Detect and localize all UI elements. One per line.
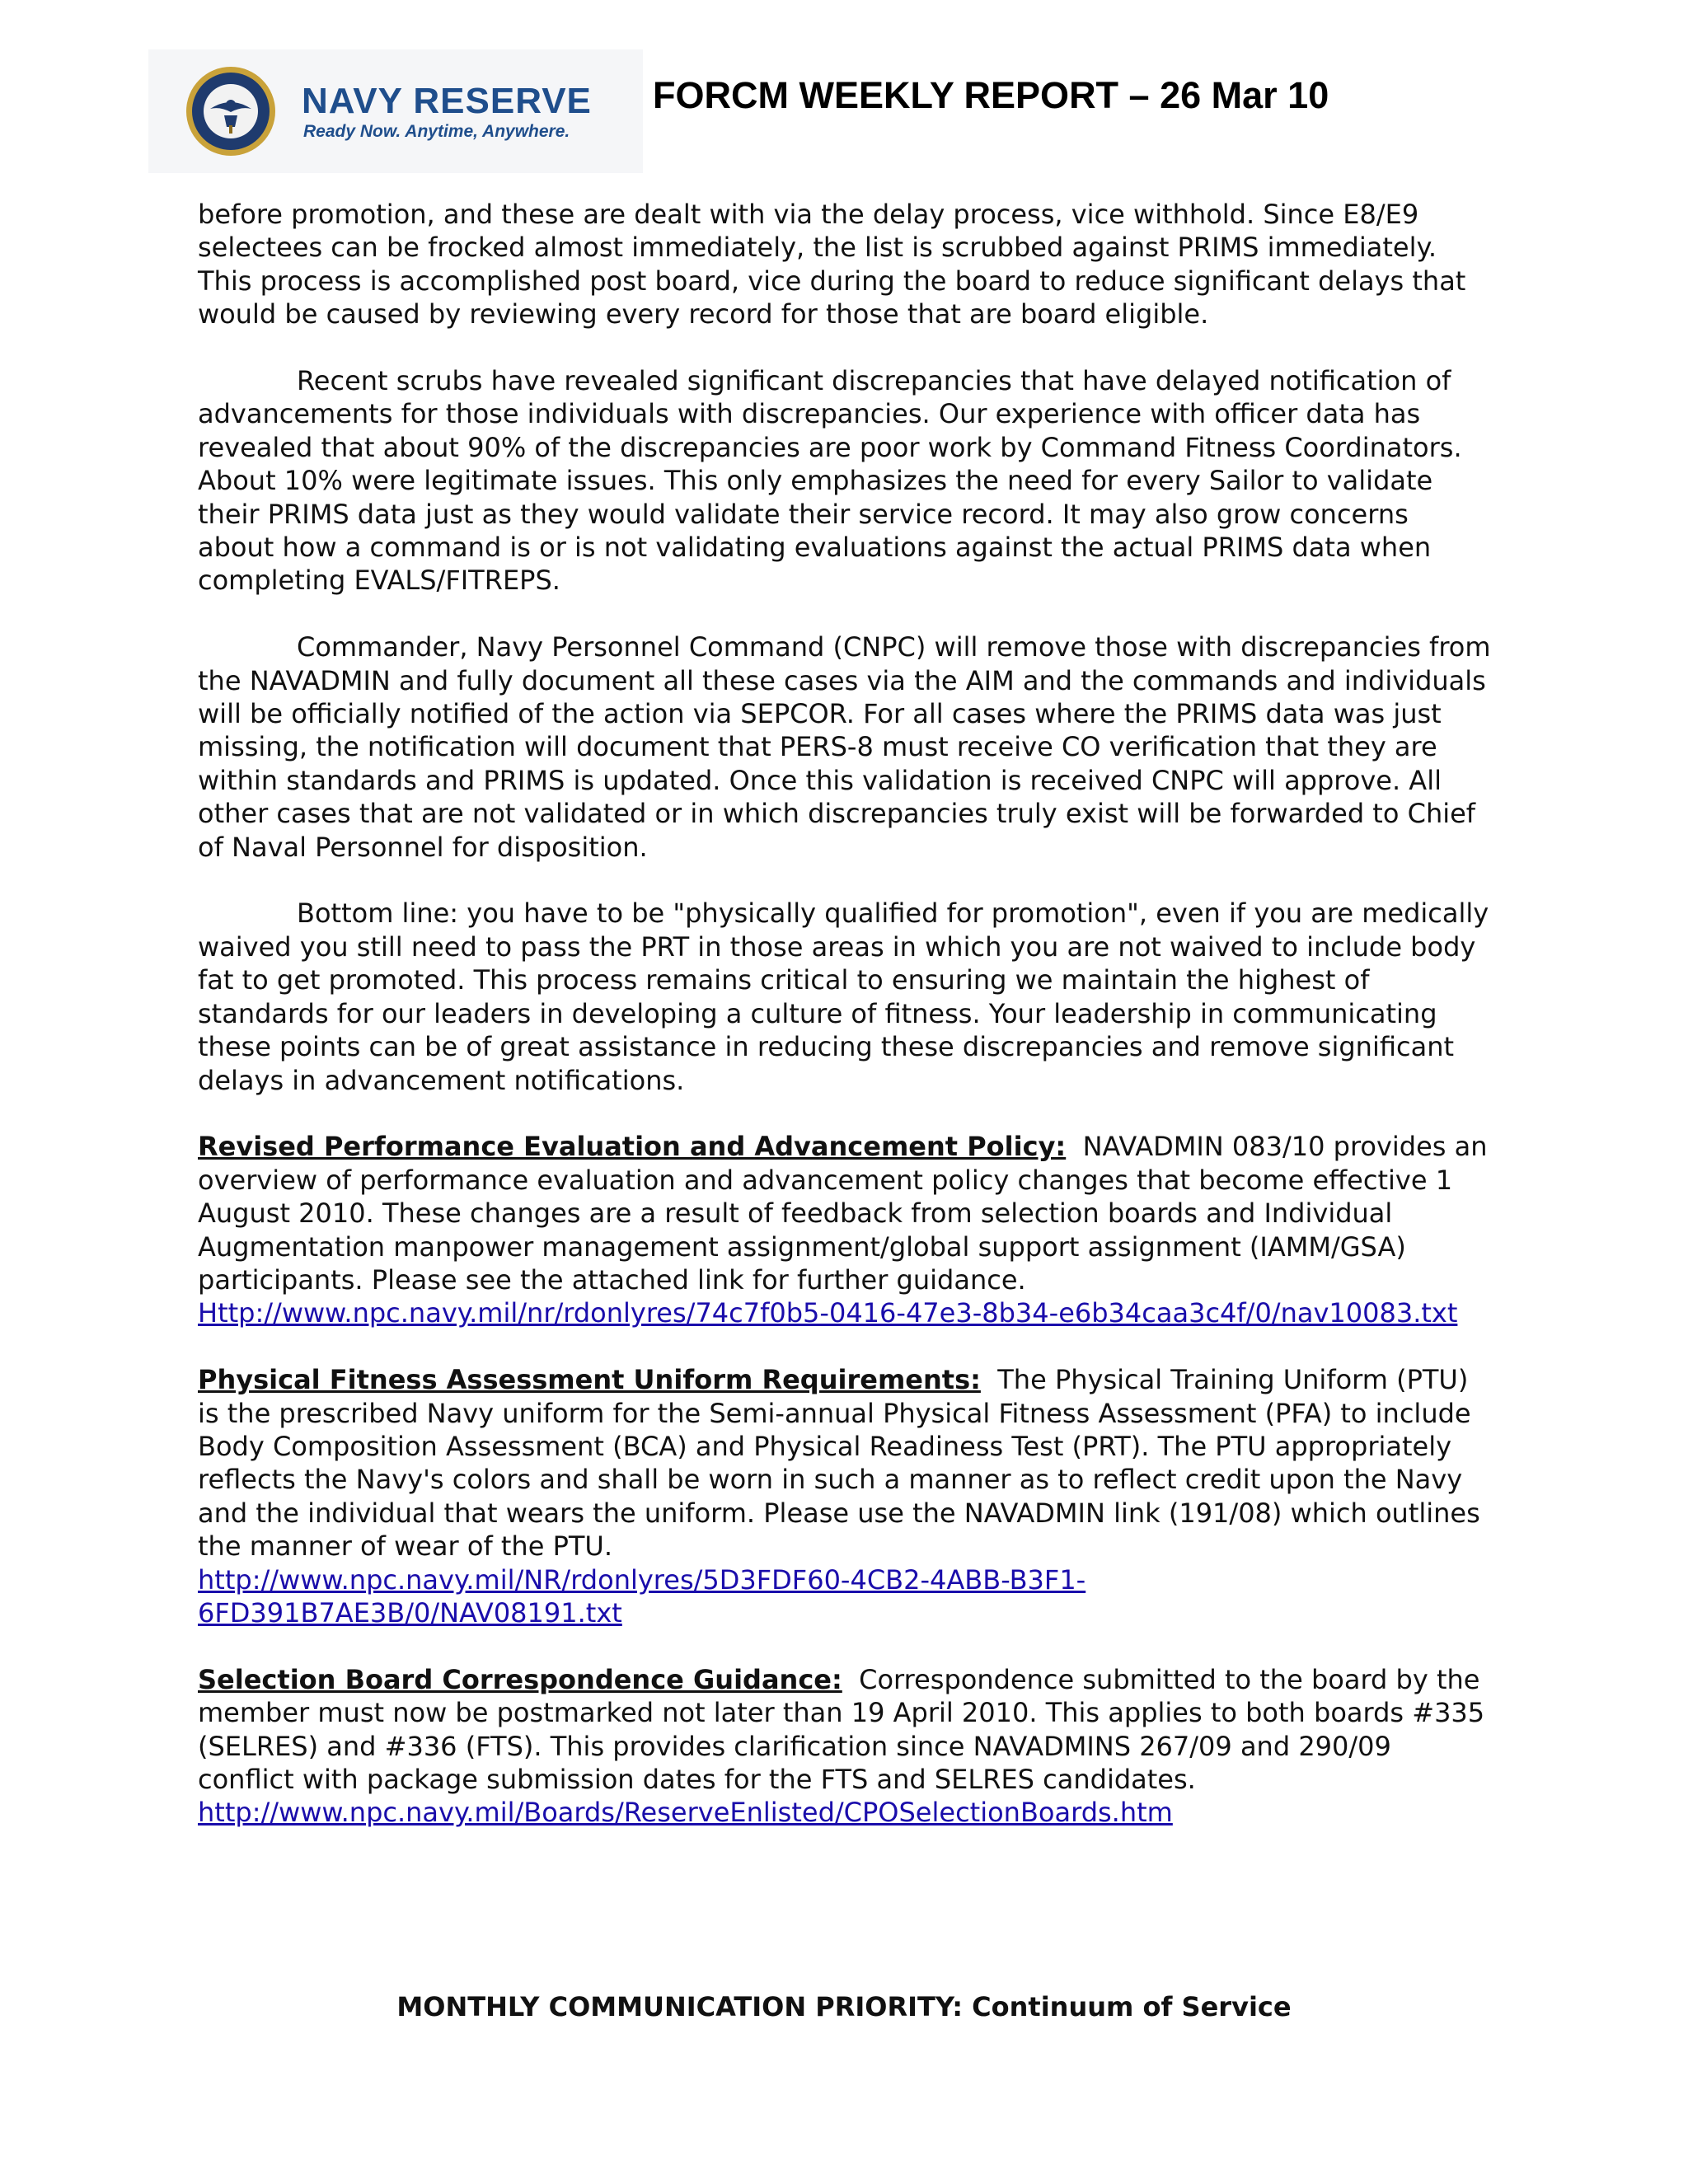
logo-tagline: Ready Now. Anytime, Anywhere. [303, 122, 570, 141]
navadmin-191-link[interactable]: http://www.npc.navy.mil/NR/rdonlyres/5D3FDF60-4CB2-4ABB-B3F1-6FD391B7AE3B/0/NAV08191.txt [198, 1563, 1086, 1629]
body-paragraph-3: Commander, Navy Personnel Command (CNPC) will remove those with discrepancies from the NAVADMIN and fully document all these cases via the AIM and the commands and individuals will be officially notified of the action via SEPCOR. For all cases where the PRIMS data was just missing, the notification will document that PERS-8 must receive CO verification that they are within standards and PRIMS is updated. Once this validation is received CNPC will approve. All other cases that are not validated or in which discrepancies truly exist will be forwarded to Chief of Naval Personnel for disposition. [198, 631, 1491, 863]
navy-reserve-logo [148, 49, 643, 173]
report-title: FORCM WEEKLY REPORT – 26 Mar 10 [653, 74, 1329, 116]
logo-title: NAVY RESERVE [302, 81, 592, 121]
report-body [198, 198, 1492, 1863]
body-paragraph-2: Recent scrubs have revealed significant discrepancies that have delayed notification of advancements for those individuals with discrepancies. Our experience with officer data has revealed that about 90% of the discrepancies are poor work by Command Fitness Coordinators. About 10% were legitimate issues. This only emphasizes the need for every Sailor to validate their PRIMS data just as they would validate their service record. It may also grow concerns about how a command is or is not validating evaluations against the actual PRIMS data when completing EVALS/FITREPS. [198, 365, 1462, 597]
monthly-priority-footer: MONTHLY COMMUNICATION PRIORITY: Continuum of Service [396, 1991, 1292, 2022]
body-paragraph-4: Bottom line: you have to be "physically qualified for promotion", even if you are medically waived you still need to pass the PRT in those areas in which you are not waived to include body fat to get promoted. This process remains critical to ensuring we maintain the highest of standards for our leaders in developing a culture of fitness. Your leadership in communicating these points can be of great assistance in reducing these discrepancies and remove significant delays in advancement notifications. [198, 898, 1489, 1096]
page-header [148, 49, 1550, 173]
section-pfa-uniform [198, 1363, 1492, 1629]
navadmin-083-link[interactable]: Http://www.npc.navy.mil/nr/rdonlyres/74c7f0b5-0416-47e3-8b34-e6b34caa3c4f/0/nav10083.txt [198, 1297, 1458, 1329]
section-selection-board [198, 1663, 1492, 1830]
section-text: The Physical Training Uniform (PTU) is the prescribed Navy uniform for the Semi-annual Physical Fitness Assessment (PFA) to include Body Composition Assessment (BCA) and Physical Readiness Test (PRT). The PTU appropriately reflects the Navy's colors and shall be worn in such a manner as to reflect credit upon the Navy and the individual that wears the uniform. Please use the NAVADMIN link (191/08) which outlines the manner of wear of the PTU. [198, 1364, 1480, 1563]
section-heading: Revised Performance Evaluation and Advancement Policy: [198, 1131, 1067, 1163]
body-paragraph-1: before promotion, and these are dealt with via the delay process, vice withhold. Since E8/E9 selectees can be frocked almost immediately, the list is scrubbed against PRIMS immediately. This process is accomplished post board, vice during the board to reduce significant delays that would be caused by reviewing every record for those that are board eligible. [198, 199, 1466, 330]
navy-seal-icon [185, 66, 276, 157]
section-heading: Physical Fitness Assessment Uniform Requirements: [198, 1364, 981, 1396]
section-performance-evaluation [198, 1130, 1492, 1329]
section-text: NAVADMIN 083/10 provides an overview of performance evaluation and advancement policy changes that become effective 1 August 2010. These changes are a result of feedback from selection boards and Individual Augmentation manpower management assignment/global support assignment (IAMM/GSA) participants. Please see the attached link for further guidance. [198, 1131, 1488, 1296]
cpo-selection-boards-link[interactable]: http://www.npc.navy.mil/Boards/ReserveEnlisted/CPOSelectionBoards.htm [198, 1797, 1173, 1829]
section-heading: Selection Board Correspondence Guidance: [198, 1663, 842, 1695]
section-text: Correspondence submitted to the board by the member must now be postmarked not later than 19 April 2010. This applies to both boards #335 (SELRES) and #336 (FTS). This provides clarification since NAVADMINS 267/09 and 290/09 conflict with package submission dates for the FTS and SELRES candidates. [198, 1663, 1485, 1795]
